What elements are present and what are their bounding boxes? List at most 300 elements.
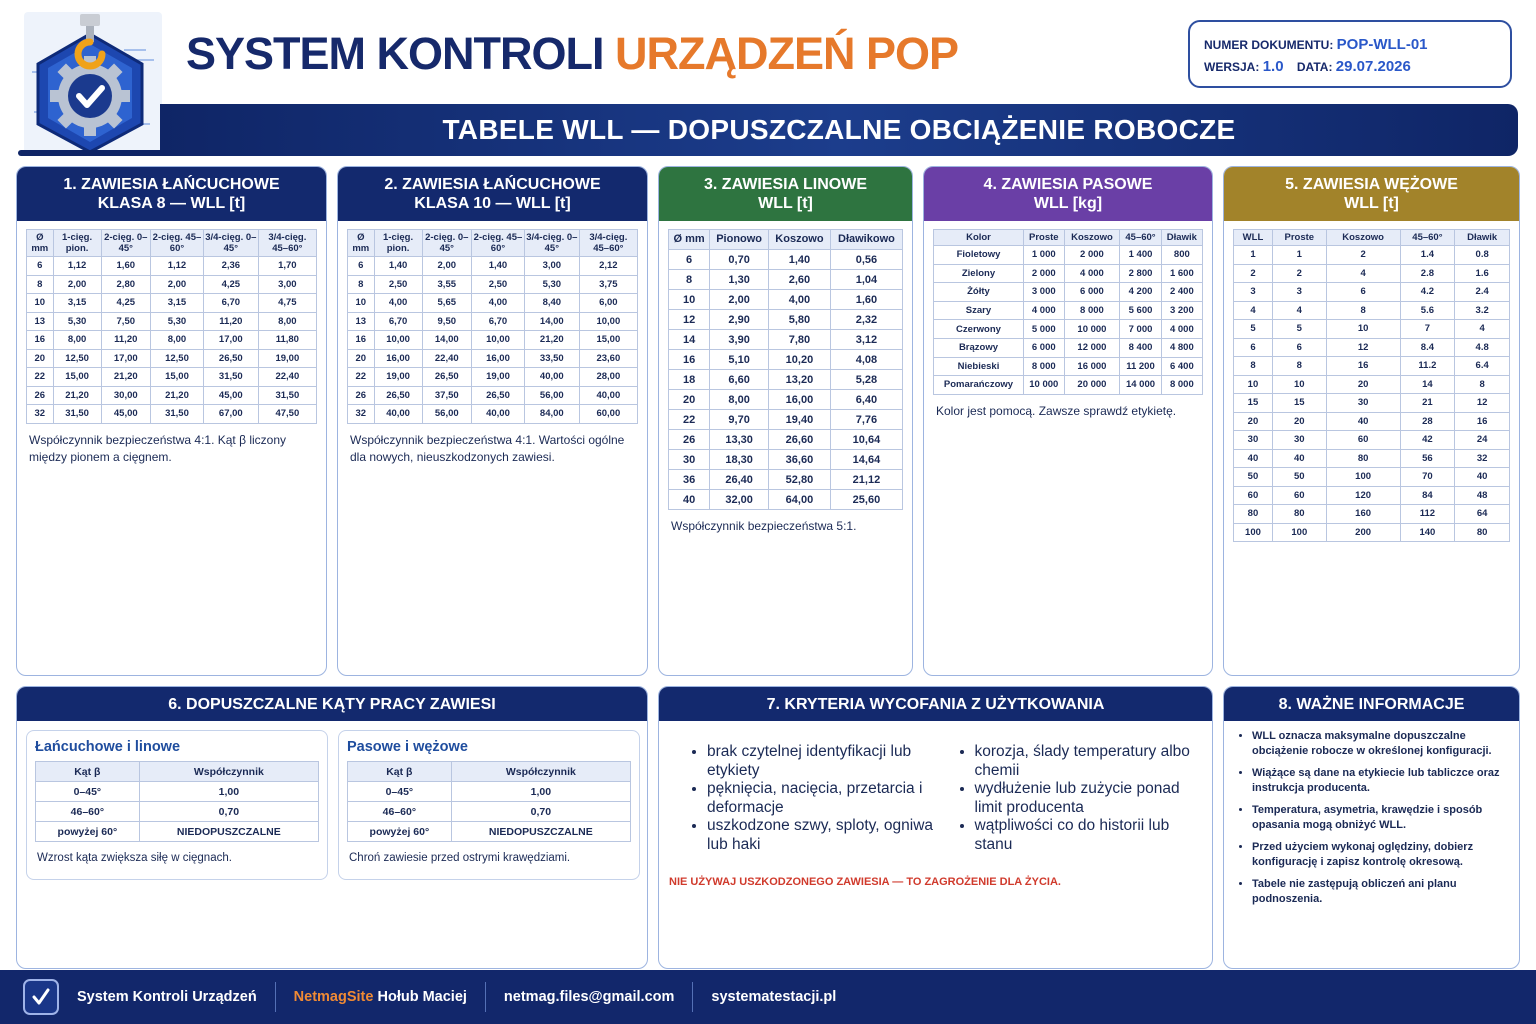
table-cell: 1,12 (53, 257, 101, 276)
table-cell: 80 (1455, 523, 1510, 542)
table-cell: 10,64 (830, 430, 902, 450)
chain-class8-table (26, 229, 317, 424)
table-cell: 31,50 (150, 405, 203, 424)
table-cell: 8 (1272, 357, 1326, 376)
table-row (669, 290, 903, 310)
table-cell: 5,10 (710, 350, 769, 370)
sub-note: Chroń zawiesie przed ostrymi krawędziami. (349, 852, 571, 864)
table-cell: 7,80 (769, 330, 831, 350)
table-cell: 5.6 (1400, 301, 1455, 320)
table-cell: Brązowy (934, 338, 1024, 357)
table-row (1234, 468, 1510, 487)
table-cell: 36 (669, 470, 710, 490)
table-row (669, 430, 903, 450)
table-cell: 15,00 (579, 331, 637, 350)
panel-angles (16, 686, 648, 969)
table-cell: 5,28 (830, 370, 902, 390)
table-cell: 2,32 (830, 310, 902, 330)
table-cell: 31,50 (53, 405, 101, 424)
table-row (348, 294, 638, 313)
table-cell: 4 (1326, 264, 1400, 283)
panel-title-line1: 2. ZAWIESIA ŁAŃCUCHOWE (384, 176, 601, 193)
table-cell: powyżej 60° (348, 822, 452, 842)
column-header: 1-cięg. pion. (374, 230, 422, 257)
table-cell: 26,50 (422, 368, 471, 387)
table-row (934, 264, 1203, 283)
list-item: • uszkodzone szwy, sploty, ogniwa lub haki (707, 817, 935, 854)
table-row (1234, 338, 1510, 357)
table-cell: 24 (1455, 431, 1510, 450)
table-cell: 16 (27, 331, 54, 350)
footer-brand: NetmagSite (293, 989, 374, 1005)
table-cell: 21 (1400, 394, 1455, 413)
table-row (934, 376, 1203, 395)
table-cell: 4 (1234, 301, 1273, 320)
table-cell: 21,20 (150, 386, 203, 405)
table-cell: 40 (1326, 412, 1400, 431)
column-header: Ø mm (348, 230, 375, 257)
table-row (348, 368, 638, 387)
table-cell: 20 000 (1064, 376, 1120, 395)
footer-website-link[interactable]: systematestacji.pl (711, 989, 837, 1005)
table-cell: 4 (1455, 320, 1510, 339)
table-cell: 40,00 (374, 405, 422, 424)
panel-chain-class10 (337, 166, 648, 676)
panel-note: Kolor jest pomocą. Zawsze sprawdź etykietę. (936, 403, 1177, 418)
table-cell: 36,60 (769, 450, 831, 470)
table-cell: 6,40 (830, 390, 902, 410)
table-cell: 16 (669, 350, 710, 370)
table-cell: 10 (27, 294, 54, 313)
footer-system: System Kontroli Urządzeń (77, 989, 257, 1005)
column-header: 3/4-cięg. 0–45° (203, 230, 258, 257)
table-cell: 800 (1161, 246, 1202, 265)
table-cell: 14,00 (524, 312, 579, 331)
table-cell: 6,70 (203, 294, 258, 313)
table-cell: 26,60 (769, 430, 831, 450)
table-cell: 16,00 (471, 349, 524, 368)
table-cell: 3,15 (150, 294, 203, 313)
table-row (669, 350, 903, 370)
table-cell: 14 000 (1120, 376, 1161, 395)
table-cell: 1,70 (258, 257, 316, 276)
table-cell: 13 (348, 312, 375, 331)
table-row (348, 312, 638, 331)
table-cell: 60,00 (579, 405, 637, 424)
list-item: • WLL oznacza maksymalne dopuszczalne obciążenie robocze w określonej konfiguracji. (1252, 729, 1509, 759)
footer (0, 970, 1536, 1024)
table-cell: 2,80 (101, 275, 150, 294)
table-cell: 45,00 (101, 405, 150, 424)
table-cell: 40 (669, 490, 710, 510)
column-header: Współczynnik (139, 762, 318, 782)
table-cell: 1,12 (150, 257, 203, 276)
table-row (27, 275, 317, 294)
table-cell: 8,00 (150, 331, 203, 350)
table-cell: 7,76 (830, 410, 902, 430)
table-cell: 40 (1272, 449, 1326, 468)
table-cell: 84 (1400, 486, 1455, 505)
column-header: Proste (1023, 230, 1064, 246)
table-cell: 33,50 (524, 349, 579, 368)
table-cell: 2 (1326, 246, 1400, 265)
date-label: DATA: (1296, 60, 1333, 74)
table-cell: 1 600 (1161, 264, 1202, 283)
panel-angles-header: 6. DOPUSZCZALNE KĄTY PRACY ZAWIESI (17, 687, 647, 721)
table-cell: 32 (348, 405, 375, 424)
table-cell: 3,75 (579, 275, 637, 294)
table-cell: 26,50 (203, 349, 258, 368)
table-cell: 84,00 (524, 405, 579, 424)
table-cell: 2 (1272, 264, 1326, 283)
column-header: 1-cięg. pion. (53, 230, 101, 257)
list-item: • Temperatura, asymetria, krawędzie i sposób opasania mogą obniżyć WLL. (1252, 803, 1509, 833)
table-cell: 2.4 (1455, 283, 1510, 302)
table-cell: 12,50 (53, 349, 101, 368)
column-header: Koszowo (769, 230, 831, 250)
table-cell: 6 (348, 257, 375, 276)
banner-underline (18, 150, 168, 156)
table-cell: 8 000 (1161, 376, 1202, 395)
table-cell: 2 000 (1064, 246, 1120, 265)
table-cell: 8 (669, 270, 710, 290)
table-cell: 0,70 (451, 802, 630, 822)
table-cell: 100 (1326, 468, 1400, 487)
column-header: Dławik (1455, 230, 1510, 246)
table-cell: 200 (1326, 523, 1400, 542)
panel-title-line2: KLASA 10 — WLL [t] (414, 195, 571, 212)
table-cell: 20 (1326, 375, 1400, 394)
table-cell: 30 (1326, 394, 1400, 413)
table-row (1234, 412, 1510, 431)
table-cell: 22,40 (258, 368, 316, 387)
table-cell: 30 (1272, 431, 1326, 450)
table-header-row (36, 762, 319, 782)
table-cell: 6,70 (374, 312, 422, 331)
table-cell: 1,04 (830, 270, 902, 290)
table-row (934, 338, 1203, 357)
column-header: 2-cięg. 45–60° (150, 230, 203, 257)
table-header-row (27, 230, 317, 257)
table-row (669, 450, 903, 470)
table-cell: 3.2 (1455, 301, 1510, 320)
table-row (1234, 283, 1510, 302)
table-row (36, 782, 319, 802)
table-cell: 40,00 (471, 405, 524, 424)
table-cell: 1,30 (710, 270, 769, 290)
table-row (348, 405, 638, 424)
table-cell: 0,70 (710, 250, 769, 270)
panel-webbing (923, 166, 1213, 676)
table-cell: 13,20 (769, 370, 831, 390)
column-header: Proste (1272, 230, 1326, 246)
criteria-list-right (961, 743, 1203, 854)
table-row (27, 257, 317, 276)
angles-webbing-roundsling-table (347, 761, 631, 842)
table-cell: 0,70 (139, 802, 318, 822)
table-cell: 7,50 (101, 312, 150, 331)
table-cell: 19,00 (258, 349, 316, 368)
table-cell: 10,00 (471, 331, 524, 350)
table-cell: 2,00 (710, 290, 769, 310)
table-row (1234, 246, 1510, 265)
webbing-table (933, 229, 1203, 395)
table-cell: 12 000 (1064, 338, 1120, 357)
table-cell: 8 (348, 275, 375, 294)
table-row (348, 386, 638, 405)
table-cell: 3,15 (53, 294, 101, 313)
column-header: Dławik (1161, 230, 1202, 246)
document-info-box (1188, 20, 1512, 88)
title-accent: URZĄDZEŃ POP (615, 28, 959, 79)
page-title (186, 28, 958, 80)
table-row (669, 330, 903, 350)
table-cell: 1,40 (769, 250, 831, 270)
table-cell: 22 (27, 368, 54, 387)
table-cell: 10 000 (1064, 320, 1120, 339)
panel-title-line2: WLL [kg] (1033, 195, 1103, 212)
table-cell: 20 (27, 349, 54, 368)
table-header-row (348, 762, 631, 782)
table-cell: 40,00 (579, 386, 637, 405)
table-cell: 10 (669, 290, 710, 310)
table-cell: 20 (348, 349, 375, 368)
table-cell: 11,80 (258, 331, 316, 350)
table-cell: 19,00 (471, 368, 524, 387)
panel-important-info (1223, 686, 1520, 969)
table-cell: 40 (1234, 449, 1273, 468)
table-row (1234, 357, 1510, 376)
table-row (669, 410, 903, 430)
table-row (1234, 431, 1510, 450)
table-row (669, 390, 903, 410)
column-header: 3/4-cięg. 0–45° (524, 230, 579, 257)
wire-rope-table (668, 229, 903, 510)
table-cell: 8.4 (1400, 338, 1455, 357)
table-cell: 2 (1234, 264, 1273, 283)
table-cell: NIEDOPUSZCZALNE (139, 822, 318, 842)
table-cell: 4 (1272, 301, 1326, 320)
table-cell: 56,00 (524, 386, 579, 405)
table-cell: 3,00 (258, 275, 316, 294)
table-cell: 1,40 (471, 257, 524, 276)
table-cell: 1,00 (451, 782, 630, 802)
footer-divider (485, 982, 486, 1012)
list-item: • korozja, ślady temperatury albo chemii (975, 743, 1203, 780)
table-row (1234, 301, 1510, 320)
panel-withdrawal-criteria (658, 686, 1213, 969)
table-cell: 60 (1272, 486, 1326, 505)
table-cell: Niebieski (934, 357, 1024, 376)
logo (24, 12, 162, 154)
panel-title-line1: 5. ZAWIESIA WĘŻOWE (1285, 176, 1458, 193)
footer-email-link[interactable]: netmag.files@gmail.com (503, 989, 675, 1005)
table-cell: 10,00 (579, 312, 637, 331)
table-cell: 16,00 (769, 390, 831, 410)
table-row (669, 370, 903, 390)
angles-chain-rope-table (35, 761, 319, 842)
table-row (669, 490, 903, 510)
table-cell: 8 000 (1064, 301, 1120, 320)
table-cell: 50 (1234, 468, 1273, 487)
column-header: Kąt β (348, 762, 452, 782)
column-header: 45–60° (1120, 230, 1161, 246)
panel-webbing-header (924, 167, 1212, 221)
table-cell: 64,00 (769, 490, 831, 510)
table-cell: 6 (1272, 338, 1326, 357)
table-cell: 5,30 (150, 312, 203, 331)
version-label: WERSJA: (1204, 60, 1260, 74)
table-cell: 1.4 (1400, 246, 1455, 265)
table-row (27, 405, 317, 424)
table-cell: 18 (669, 370, 710, 390)
table-row (1234, 320, 1510, 339)
table-cell: 1 000 (1023, 246, 1064, 265)
date-value: 29.07.2026 (1335, 58, 1411, 75)
table-cell: 120 (1326, 486, 1400, 505)
table-cell: 2.8 (1400, 264, 1455, 283)
table-cell: 56 (1400, 449, 1455, 468)
panel-note: Współczynnik bezpieczeństwa 4:1. Kąt β liczony między pionem a cięgnem. (29, 432, 287, 464)
table-row (1234, 505, 1510, 524)
table-cell: 22 (348, 368, 375, 387)
table-cell: 4 000 (1023, 301, 1064, 320)
table-cell: 19,40 (769, 410, 831, 430)
table-cell: 3,55 (422, 275, 471, 294)
table-cell: 6 (1326, 283, 1400, 302)
list-item: • pęknięcia, nacięcia, przetarcia i deformacje (707, 780, 935, 817)
table-row (36, 822, 319, 842)
table-cell: 21,12 (830, 470, 902, 490)
table-cell: 8 (1455, 375, 1510, 394)
table-row (27, 368, 317, 387)
table-cell: 15 (1234, 394, 1273, 413)
table-cell: 16 (348, 331, 375, 350)
table-cell: 5 000 (1023, 320, 1064, 339)
table-cell: 10 (1234, 375, 1273, 394)
table-cell: 8 (1326, 301, 1400, 320)
table-cell: 18,30 (710, 450, 769, 470)
table-cell: 6.4 (1455, 357, 1510, 376)
info-list (1224, 721, 1519, 907)
column-header: WLL (1234, 230, 1273, 246)
table-cell: 46–60° (36, 802, 140, 822)
table-row (27, 386, 317, 405)
table-cell: 22 (669, 410, 710, 430)
table-cell: 2,00 (150, 275, 203, 294)
table-row (348, 257, 638, 276)
table-cell: NIEDOPUSZCZALNE (451, 822, 630, 842)
table-cell: 15 (1272, 394, 1326, 413)
table-cell: 8,00 (710, 390, 769, 410)
table-cell: 2,50 (471, 275, 524, 294)
table-cell: 0–45° (36, 782, 140, 802)
table-cell: 140 (1400, 523, 1455, 542)
table-cell: 4 000 (1161, 320, 1202, 339)
table-row (27, 294, 317, 313)
table-cell: 1 (1234, 246, 1273, 265)
table-cell: 45,00 (203, 386, 258, 405)
table-cell: Pomarańczowy (934, 376, 1024, 395)
table-cell: 7 (1400, 320, 1455, 339)
footer-divider (275, 982, 276, 1012)
criteria-list-left (693, 743, 935, 854)
list-item: • brak czytelnej identyfikacji lub etykiety (707, 743, 935, 780)
table-cell: 30,00 (101, 386, 150, 405)
table-cell: Żółty (934, 283, 1024, 302)
table-cell: 20 (669, 390, 710, 410)
table-cell: 6,00 (579, 294, 637, 313)
table-cell: 2,60 (769, 270, 831, 290)
table-cell: 4,00 (769, 290, 831, 310)
table-cell: 0,56 (830, 250, 902, 270)
table-cell: 4,00 (471, 294, 524, 313)
table-cell: Fioletowy (934, 246, 1024, 265)
panel-chain-class8-header (17, 167, 326, 221)
table-cell: 4.2 (1400, 283, 1455, 302)
table-row (934, 357, 1203, 376)
table-cell: 20 (1272, 412, 1326, 431)
table-cell: 6 (1234, 338, 1273, 357)
table-cell: 6,70 (471, 312, 524, 331)
table-cell: powyżej 60° (36, 822, 140, 842)
table-cell: 48 (1455, 486, 1510, 505)
table-cell: 8 (1234, 357, 1273, 376)
table-row (934, 246, 1203, 265)
table-cell: 10 (348, 294, 375, 313)
table-cell: 21,20 (524, 331, 579, 350)
table-cell: 14 (669, 330, 710, 350)
table-cell: 4,25 (101, 294, 150, 313)
table-cell: 6 (669, 250, 710, 270)
table-cell: 70 (1400, 468, 1455, 487)
column-header: Koszowo (1326, 230, 1400, 246)
table-cell: 4.8 (1455, 338, 1510, 357)
table-cell: 5,65 (422, 294, 471, 313)
table-cell: 10,20 (769, 350, 831, 370)
table-cell: 80 (1272, 505, 1326, 524)
table-cell: 6 000 (1064, 283, 1120, 302)
column-header: 2-cięg. 0–45° (422, 230, 471, 257)
column-header: Ø mm (669, 230, 710, 250)
panel-title-line2: KLASA 8 — WLL [t] (97, 195, 246, 212)
table-cell: 5,30 (53, 312, 101, 331)
table-cell: 5,30 (524, 275, 579, 294)
version-value: 1.0 (1262, 58, 1284, 75)
column-header: 2-cięg. 0–45° (101, 230, 150, 257)
table-cell: 3 000 (1023, 283, 1064, 302)
table-cell: 8,00 (258, 312, 316, 331)
panel-title-line1: 1. ZAWIESIA ŁAŃCUCHOWE (63, 176, 280, 193)
table-cell: 26 (27, 386, 54, 405)
table-cell: 32,00 (710, 490, 769, 510)
column-header: Pionowo (710, 230, 769, 250)
table-header-row (348, 230, 638, 257)
table-cell: 16 000 (1064, 357, 1120, 376)
panel-title-line2: WLL [t] (1344, 195, 1399, 212)
table-cell: 26,40 (710, 470, 769, 490)
table-cell: 100 (1272, 523, 1326, 542)
table-cell: 1,40 (374, 257, 422, 276)
table-cell: 17,00 (203, 331, 258, 350)
table-cell: 5,80 (769, 310, 831, 330)
table-cell: 4 800 (1161, 338, 1202, 357)
table-row (348, 822, 631, 842)
table-row (669, 310, 903, 330)
column-header: Kolor (934, 230, 1024, 246)
table-header-row (1234, 230, 1510, 246)
table-row (348, 275, 638, 294)
